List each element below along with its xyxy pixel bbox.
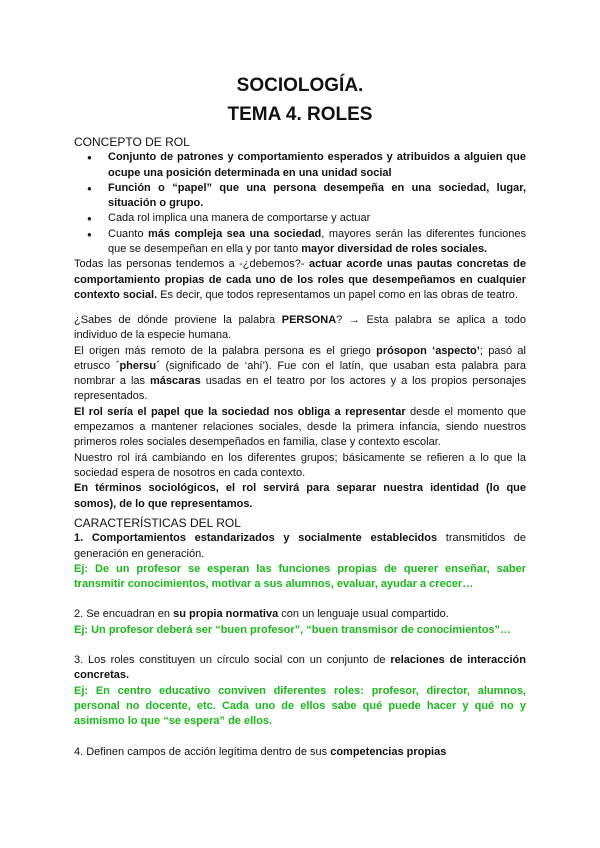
terminos-paragraph: En términos sociológicos, el rol servirá para separar nuestra identidad (lo que somos), de lo que representamos.: [74, 482, 526, 510]
bullet-item: ● Función o “papel” que una persona desempeña en una sociedad, lugar, situación o grupo.: [74, 181, 526, 212]
bullet-item: ● Conjunto de patrones y comportamiento esperados y atribuidos a alguien que ocupe una posición determinada en una unidad social: [74, 150, 526, 181]
bullet-item: ● Cuanto más compleja sea una sociedad, mayores serán las diferentes funciones que se desempeñan en ella y por tanto mayor diversidad de roles sociales.: [74, 227, 526, 258]
caracteristicas-heading: CARACTERÍSTICAS DEL ROL: [74, 516, 241, 530]
example-1: Ej: De un profesor se esperan las funciones propias de querer enseñar, saber transmitir conocimientos, motivar a sus alumnos, evaluar, ayudar a crecer…: [74, 562, 526, 591]
concepto-paragraph: Todas las personas tendemos a -¿debemos?- actuar acorde unas pautas concretas de comportamiento propias de cada uno de los roles que desempeñamos en cualquier contexto social. Es decir, que todos representamos un papel como en las obras de teatro.: [74, 258, 527, 301]
example-2: Ej: Un profesor deberá ser “buen profesor”, “buen transmisor de conocimientos”…: [74, 623, 512, 636]
caracteristica-3: 3. Los roles constituyen un círculo social con un conjunto de relaciones de interacción concretas.: [74, 654, 526, 682]
origen-paragraph: El origen más remoto de la palabra persona es el griego prósopon ‘aspecto’; pasó al etrusco ´phersu´ (significado de ‘ahí’). Fue con el latín, que usaban esta palabra para nombrar a las máscaras usadas en el teatro por los actores y a los propios personajes representados.: [74, 344, 527, 403]
caracteristicas-section: [74, 516, 526, 760]
persona-paragraph: ¿Sabes de dónde proviene la palabra PERSONA? → Esta palabra se aplica a todo individuo de la especie humana.: [74, 314, 526, 342]
persona-section: [74, 313, 526, 512]
concepto-heading: CONCEPTO DE ROL: [74, 135, 190, 149]
example-3: Ej: En centro educativo conviven diferentes roles: profesor, director, alumnos, personal no docente, etc. Cada uno de ellos sabe qué puede hacer y qué no y asimismo lo que “se espera” de ellos.: [74, 684, 526, 728]
concepto-bullet-list: [74, 150, 526, 257]
caracteristica-1: 1. Comportamientos estandarizados y socialmente establecidos transmitidos de generación en generación.: [74, 532, 526, 560]
concepto-section: [74, 135, 526, 303]
cambio-paragraph: Nuestro rol irá cambiando en los diferentes grupos; básicamente se refieren a lo que la sociedad espera de nosotros en cada contexto.: [74, 451, 526, 479]
caracteristica-2: 2. Se encuadran en su propia normativa con un lenguaje usual compartido.: [74, 608, 449, 621]
caracteristica-4: 4. Definen campos de acción legítima dentro de sus competencias propias: [74, 745, 447, 758]
document-title: SOCIOLOGÍA.: [236, 75, 364, 96]
bullet-item: ● Cada rol implica una manera de comportarse y actuar: [74, 211, 526, 226]
rol-paragraph: El rol sería el papel que la sociedad nos obliga a representar desde el momento que empezamos a mantener relaciones sociales, desde la primera infancia, siendo nuestros primeros roles sociales desempeñados en familia, clase y contexto escolar.: [74, 405, 527, 449]
document-subtitle: TEMA 4. ROLES: [227, 104, 373, 125]
